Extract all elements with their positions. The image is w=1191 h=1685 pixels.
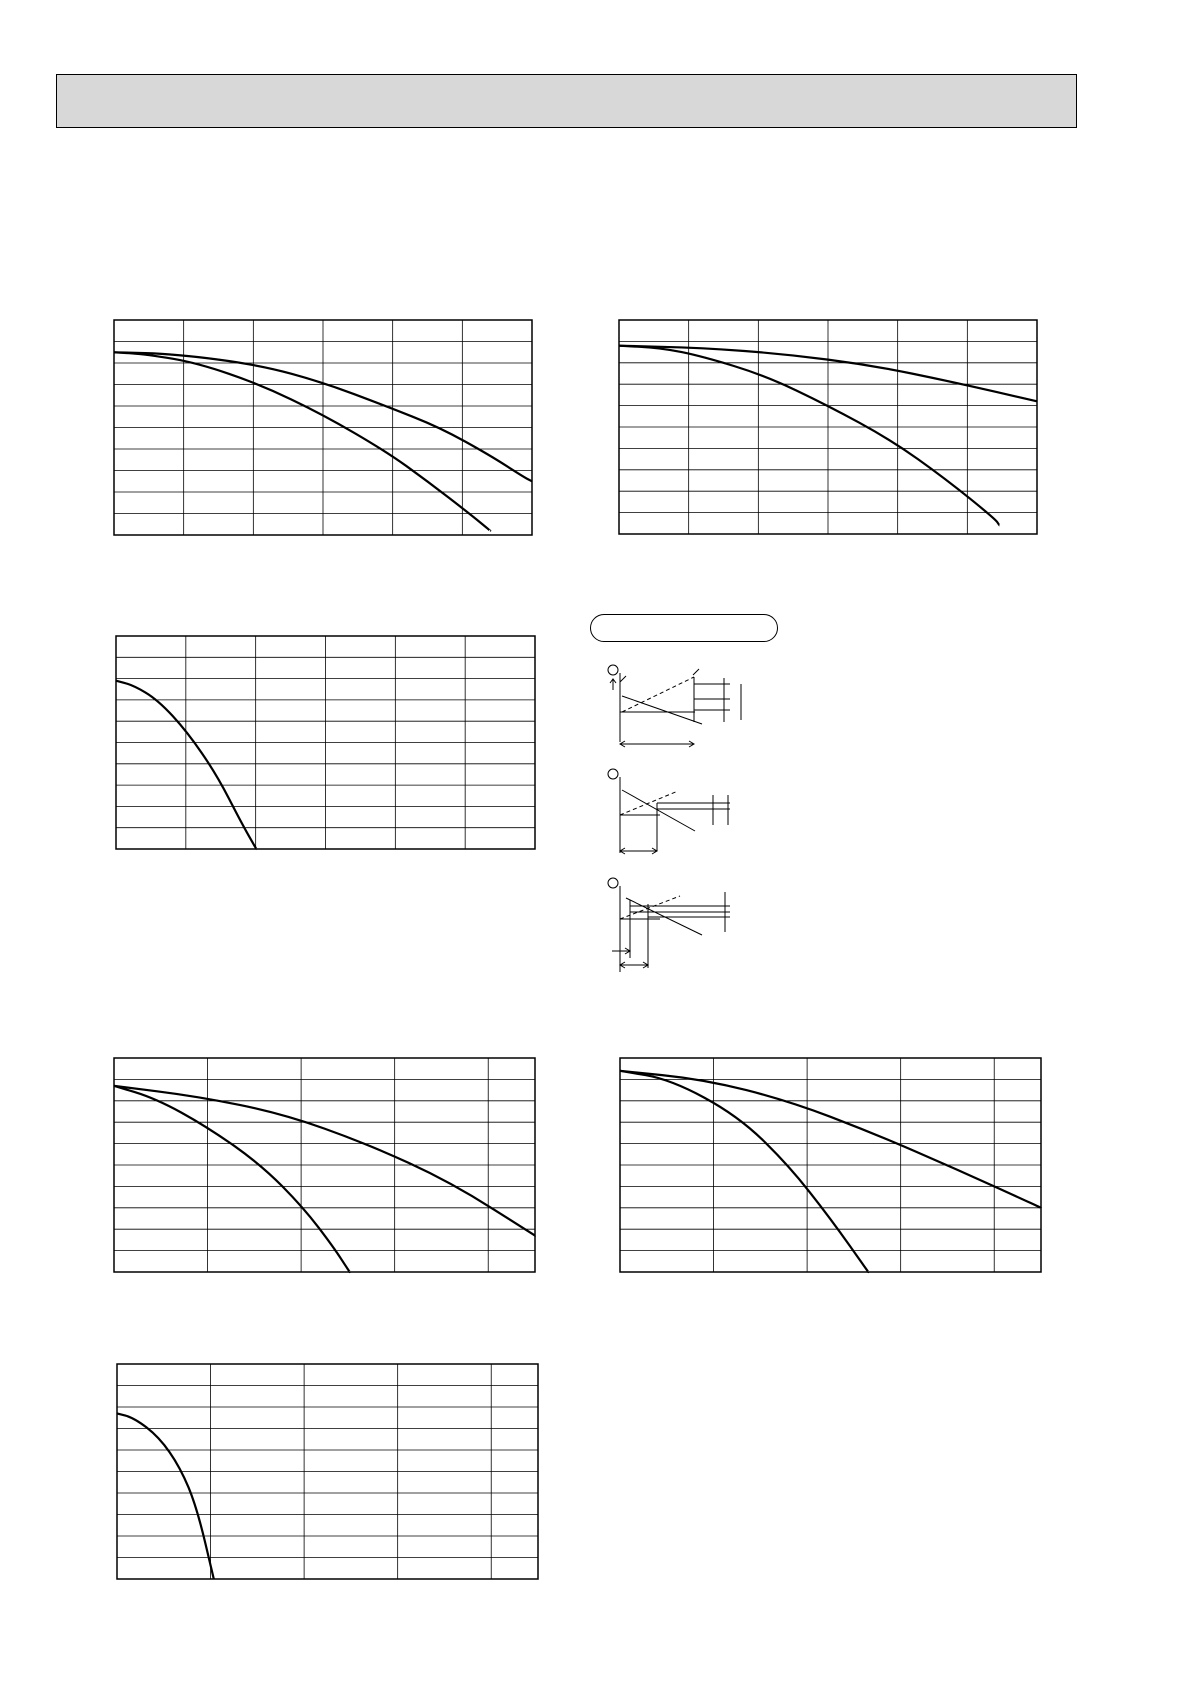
- performance-chart-3: [116, 636, 535, 849]
- performance-chart-2: [619, 320, 1037, 534]
- legend-box: [590, 614, 778, 642]
- section-title-bar: [56, 74, 1077, 128]
- operating-diagram-2: [600, 765, 750, 855]
- performance-chart-1: [114, 320, 532, 535]
- performance-chart-5: [620, 1058, 1041, 1272]
- operating-diagram-3: [600, 874, 750, 972]
- operating-diagram-1: [600, 660, 750, 742]
- performance-chart-4: [114, 1058, 535, 1272]
- performance-chart-6: [117, 1364, 538, 1579]
